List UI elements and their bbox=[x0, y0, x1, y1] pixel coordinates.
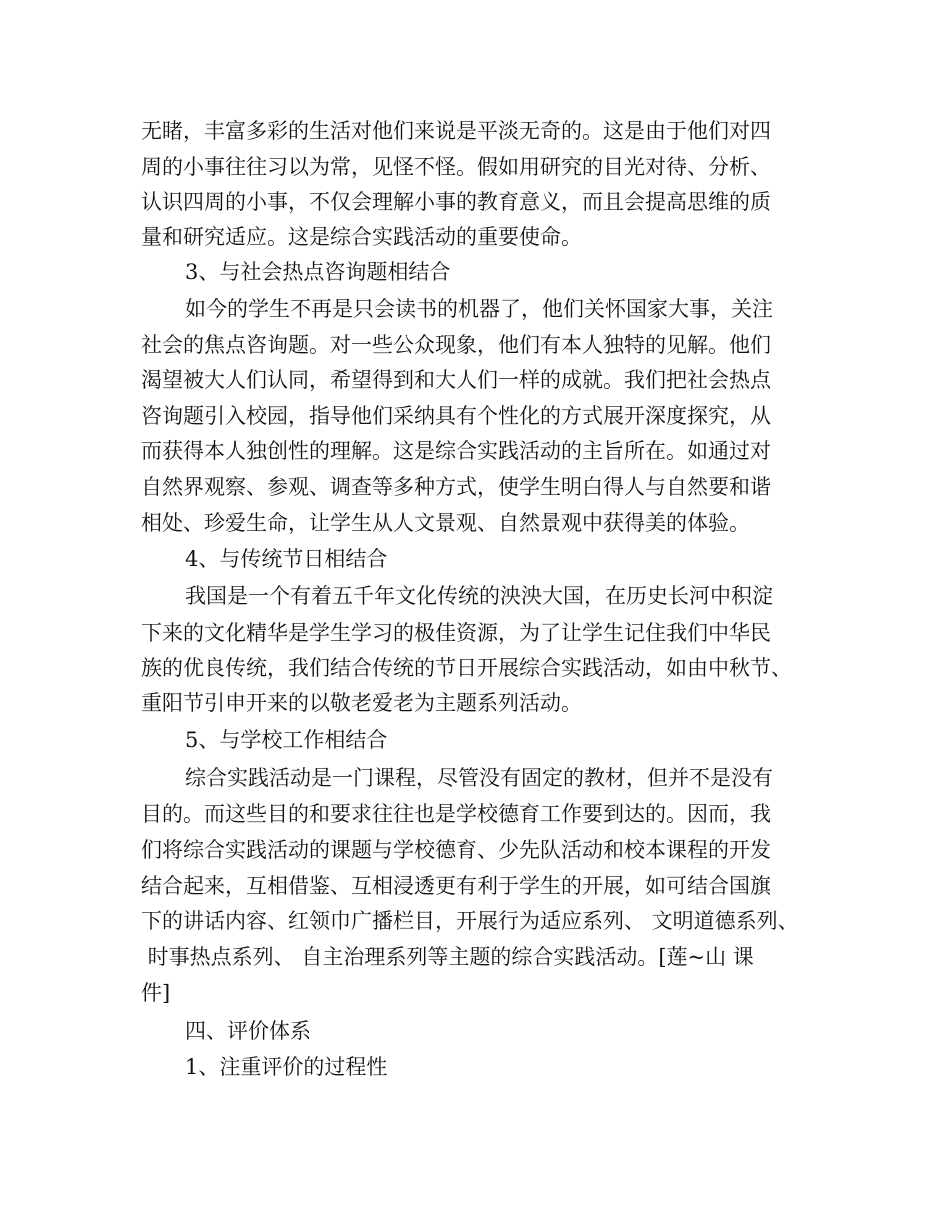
paragraph-line: 如今的学生不再是只会读书的机器了，他们关怀国家大事，关注 bbox=[185, 297, 773, 321]
paragraph-line: 族的优良传统，我们结合传统的节日开展综合实践活动，如由中秋节、 bbox=[141, 656, 792, 680]
paragraph-line: 社会的焦点咨询题。对一些公众现象，他们有本人独特的见解。他们 bbox=[141, 333, 771, 357]
paragraph-line: 自然界观察、参观、调查等多种方式，使学生明白得人与自然要和谐 bbox=[141, 475, 771, 499]
paragraph-line: 量和研究适应。这是综合实践活动的重要使命。 bbox=[141, 225, 582, 249]
paragraph-line: 下的讲话内容、红领巾广播栏目，开展行为适应系列、 文明道德系列、 bbox=[141, 909, 799, 933]
paragraph-line: 下来的文化精华是学生学习的极佳资源，为了让学生记住我们中华民 bbox=[141, 621, 771, 645]
paragraph-line: 认识四周的小事，不仅会理解小事的教育意义，而且会提高思维的质 bbox=[141, 190, 771, 214]
section-heading: 3、与社会热点咨询题相结合 bbox=[185, 260, 451, 284]
paragraph-line: 目的。而这些目的和要求往往也是学校德育工作要到达的。因而，我 bbox=[141, 802, 771, 826]
paragraph-line: 结合起来，互相借鉴、互相浸透更有利于学生的开展，如可结合国旗 bbox=[141, 874, 771, 898]
paragraph-line: 咨询题引入校园，指导他们采纳具有个性化的方式展开深度探究，从 bbox=[141, 404, 771, 428]
paragraph-line: 周的小事往往习以为常，见怪不怪。假如用研究的目光对待、分析、 bbox=[141, 155, 771, 179]
paragraph-line: 相处、珍爱生命，让学生从人文景观、自然景观中获得美的体验。 bbox=[141, 511, 750, 535]
paragraph-line: 综合实践活动是一门课程，尽管没有固定的教材，但并不是没有 bbox=[185, 766, 773, 790]
section-heading: 四、评价体系 bbox=[185, 1019, 311, 1043]
paragraph-line: 无睹，丰富多彩的生活对他们来说是平淡无奇的。这是由于他们对四 bbox=[141, 119, 771, 143]
paragraph-line: 件] bbox=[141, 981, 171, 1005]
section-heading: 4、与传统节日相结合 bbox=[185, 547, 388, 571]
paragraph-line: 我国是一个有着五千年文化传统的泱泱大国，在历史长河中积淀 bbox=[185, 584, 773, 608]
paragraph-line: 重阳节引申开来的以敬老爱老为主题系列活动。 bbox=[141, 691, 582, 715]
paragraph-line: 时事热点系列、 自主治理系列等主题的综合实践活动。[莲~山 课 bbox=[141, 945, 754, 969]
section-heading: 1、注重评价的过程性 bbox=[185, 1055, 388, 1079]
paragraph-line: 们将综合实践活动的课题与学校德育、少先队活动和校本课程的开发 bbox=[141, 838, 771, 862]
paragraph-line: 渴望被大人们认同，希望得到和大人们一样的成就。我们把社会热点 bbox=[141, 368, 771, 392]
section-heading: 5、与学校工作相结合 bbox=[185, 728, 388, 752]
paragraph-line: 而获得本人独创性的理解。这是综合实践活动的主旨所在。如通过对 bbox=[141, 439, 771, 463]
